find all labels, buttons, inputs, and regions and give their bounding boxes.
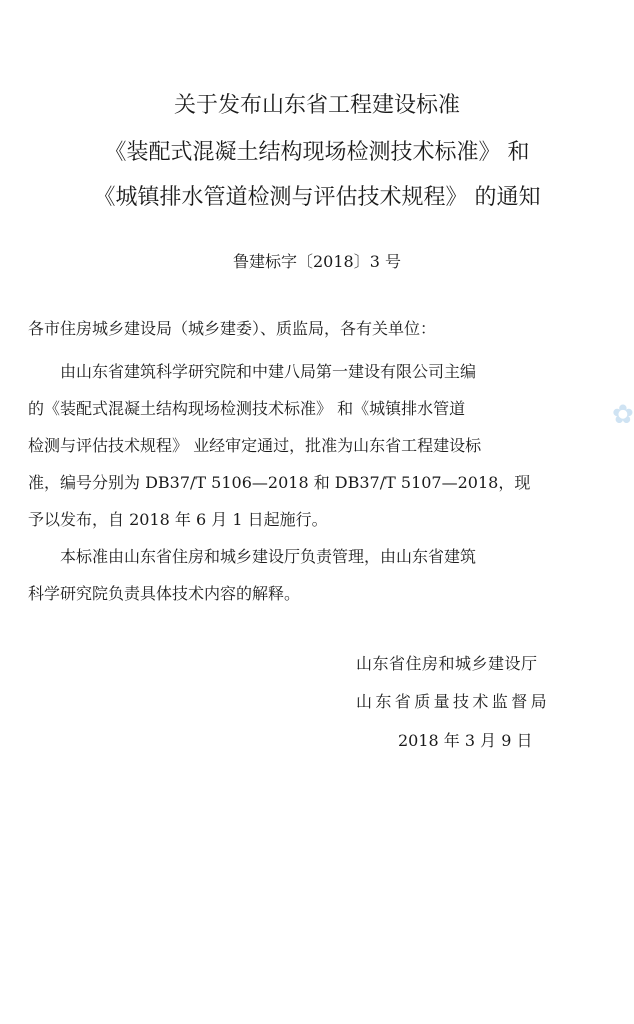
body-paragraph-1-line-1: 由山东省建筑科学研究院和中建八局第一建设有限公司主编	[60, 362, 477, 381]
body-paragraph-2-line-1: 本标准由山东省住房和城乡建设厅负责管理，由山东省建筑	[60, 547, 477, 566]
signature-date: 2018 年 3 月 9 日	[398, 731, 533, 750]
addressee-line: 各市住房城乡建设局（城乡建委）、质监局，各有关单位：	[28, 319, 437, 338]
body-paragraph-1-line-2: 的《装配式混凝土结构现场检测技术标准》 和《城镇排水管道	[28, 399, 466, 418]
title-line-2: 《装配式混凝土结构现场检测技术标准》 和	[104, 140, 530, 165]
document-number: 鲁建标字〔2018〕3 号	[233, 252, 401, 271]
edge-watermark	[612, 395, 634, 475]
title-line-1: 关于发布山东省工程建设标准	[173, 93, 460, 118]
title-line-3: 《城镇排水管道检测与评估技术规程》 的通知	[93, 185, 541, 210]
body-paragraph-1-line-3: 检测与评估技术规程》 业经审定通过，批准为山东省工程建设标	[28, 436, 482, 455]
body-paragraph-2-line-2: 科学研究院负责具体技术内容的解释。	[28, 584, 301, 603]
signature-org-quality-bureau: 山东省质量技术监督局	[356, 692, 551, 711]
signature-org-housing-dept: 山东省住房和城乡建设厅	[356, 654, 538, 673]
body-paragraph-1-line-5: 予以发布，自 2018 年 6 月 1 日起施行。	[28, 510, 328, 529]
watermark-flower-icon: ✿	[612, 400, 634, 430]
body-paragraph-1-line-4: 准，编号分别为 DB37/T 5106—2018 和 DB37/T 5107—2018，现	[28, 473, 531, 492]
